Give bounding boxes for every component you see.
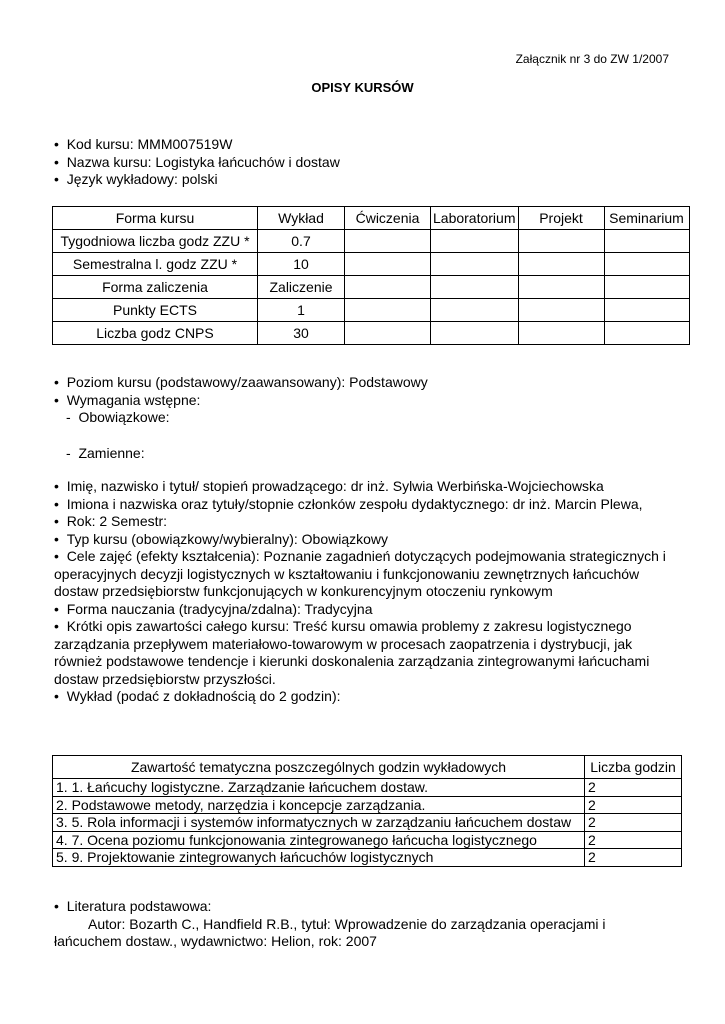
table-row	[53, 831, 682, 849]
list-item: • Nazwa kursu: Logistyka łańcuchów i dostaw	[54, 153, 340, 170]
table-cell: 1. 1. Łańcuchy logistyczne. Zarządzanie łańcuchem dostaw.	[53, 779, 585, 797]
table-cell	[604, 276, 689, 299]
table-cell	[345, 253, 431, 276]
table-cell	[518, 276, 604, 299]
table-row	[53, 230, 690, 253]
table-cell	[604, 253, 689, 276]
table-header-cell: Forma kursu	[53, 207, 258, 230]
table-cell: 4. 7. Ocena poziomu funkcjonowania zintegrowanego łańcucha logistycznego	[53, 831, 585, 849]
table-cell: Tygodniowa liczba godz ZZU *	[53, 230, 258, 253]
list-item: • Forma nauczania (tradycyjna/zdalna): Tradycyjna	[54, 600, 373, 617]
table-row	[53, 253, 690, 276]
table-cell	[431, 322, 519, 345]
table-row	[53, 276, 690, 299]
requirements-section	[54, 374, 666, 462]
table-row	[53, 299, 690, 322]
annex-label: Załącznik nr 3 do ZW 1/2007	[515, 52, 669, 66]
table-row	[53, 779, 682, 797]
table-cell: 5. 9. Projektowanie zintegrowanych łańcuchów logistycznych	[53, 849, 585, 867]
literature-entry: Autor: Bozarth C., Handfield R.B., tytuł: Wprowadzenie do zarządzania operacjami i łańcuchem dostaw., wydawnictwo: Helion, rok: 2007	[54, 915, 606, 949]
table-header-cell: Seminarium	[604, 207, 689, 230]
list-item: • Wymagania wstępne:	[54, 391, 201, 408]
table-cell	[345, 276, 431, 299]
table-cell	[518, 253, 604, 276]
table-header-row	[53, 207, 690, 230]
list-item: • Literatura podstawowa:	[54, 898, 212, 914]
list-item: • Imiona i nazwiska oraz tytuły/stopnie członków zespołu dydaktycznego: dr inż. Marcin Plewa,	[54, 495, 643, 512]
list-item: - Obowiązkowe:	[66, 409, 170, 425]
table-cell	[431, 276, 519, 299]
list-item: • Język wykładowy: polski	[54, 171, 218, 187]
table-header-cell: Liczba godzin	[585, 756, 682, 779]
table-cell: 10	[258, 253, 345, 276]
table-cell: 2	[585, 849, 682, 867]
list-item: - Zamienne:	[66, 444, 145, 461]
table-cell: 2	[585, 831, 682, 849]
table-cell: 30	[258, 322, 345, 345]
page-title: OPISY KURSÓW	[311, 80, 414, 95]
table-row	[53, 322, 690, 345]
list-item: • Imię, nazwisko i tytuł/ stopień prowadzącego: dr inż. Sylwia Werbińska-Wojciechowska	[54, 478, 604, 494]
table-row	[53, 849, 682, 867]
list-item: • Poziom kursu (podstawowy/zaawansowany): Podstawowy	[54, 374, 428, 390]
table-header-cell: Zawartość tematyczna poszczególnych godzin wykładowych	[53, 756, 585, 779]
table-cell: Liczba godz CNPS	[53, 322, 258, 345]
table-cell	[431, 299, 519, 322]
table-cell: Semestralna l. godz ZZU *	[53, 253, 258, 276]
table-cell: 1	[258, 299, 345, 322]
list-item: • Typ kursu (obowiązkowy/wybieralny): Obowiązkowy	[54, 530, 389, 547]
table-cell: Zaliczenie	[258, 276, 345, 299]
table-cell: 2	[585, 779, 682, 797]
list-item: • Wykład (podać z dokładnością do 2 godzin):	[54, 688, 341, 704]
table-cell	[345, 299, 431, 322]
table-header-cell: Laboratorium	[431, 207, 519, 230]
table-cell	[604, 322, 689, 345]
table-cell	[345, 230, 431, 253]
table-row	[53, 796, 682, 814]
table-cell: 2. Podstawowe metody, narzędzia i koncepcje zarządzania.	[53, 796, 585, 814]
course-forms-table	[52, 206, 690, 345]
list-item: • Kod kursu: MMM007519W	[54, 136, 233, 152]
table-cell: 3. 5. Rola informacji i systemów informatycznych w zarządzaniu łańcuchem dostaw	[53, 814, 585, 832]
list-item: • Krótki opis zawartości całego kursu: Treść kursu omawia problemy z zakresu logistycznego zarządzania przepływem materiałowo-towarowym w procesach zaopatrzenia i dystrybucji, jak również podstawowe tendencje i kierunki doskonalenia zarządzania zintegrowanymi łańcuchami dostaw przedsiębiorstw przyszłości.	[54, 618, 650, 687]
table-cell	[345, 322, 431, 345]
table-cell	[518, 322, 604, 345]
literature-section	[54, 898, 674, 951]
table-cell	[604, 230, 689, 253]
table-row	[53, 814, 682, 832]
list-item: • Rok: 2 Semestr:	[54, 513, 168, 529]
table-cell	[518, 230, 604, 253]
course-info-list	[54, 136, 666, 189]
table-cell	[431, 230, 519, 253]
table-cell: 2	[585, 796, 682, 814]
course-details	[54, 478, 674, 706]
table-cell	[604, 299, 689, 322]
table-header-cell: Projekt	[518, 207, 604, 230]
lecture-topics-table	[52, 755, 682, 867]
table-cell: Forma zaliczenia	[53, 276, 258, 299]
table-cell: Punkty ECTS	[53, 299, 258, 322]
list-item: • Cele zajęć (efekty kształcenia): Poznanie zagadnień dotyczących podejmowania strategicznych i operacyjnych decyzji logistycznych w kształtowaniu i funkcjonowaniu zewnętrznych łańcuchów dostaw przedsiębiorstw funkcjonujących w konkurencyjnym otoczeniu rynkowym	[54, 548, 666, 599]
table-cell: 2	[585, 814, 682, 832]
table-header-row	[53, 756, 682, 779]
table-header-cell: Wykład	[258, 207, 345, 230]
table-cell: 0.7	[258, 230, 345, 253]
table-cell	[431, 253, 519, 276]
table-cell	[518, 299, 604, 322]
table-header-cell: Ćwiczenia	[345, 207, 431, 230]
